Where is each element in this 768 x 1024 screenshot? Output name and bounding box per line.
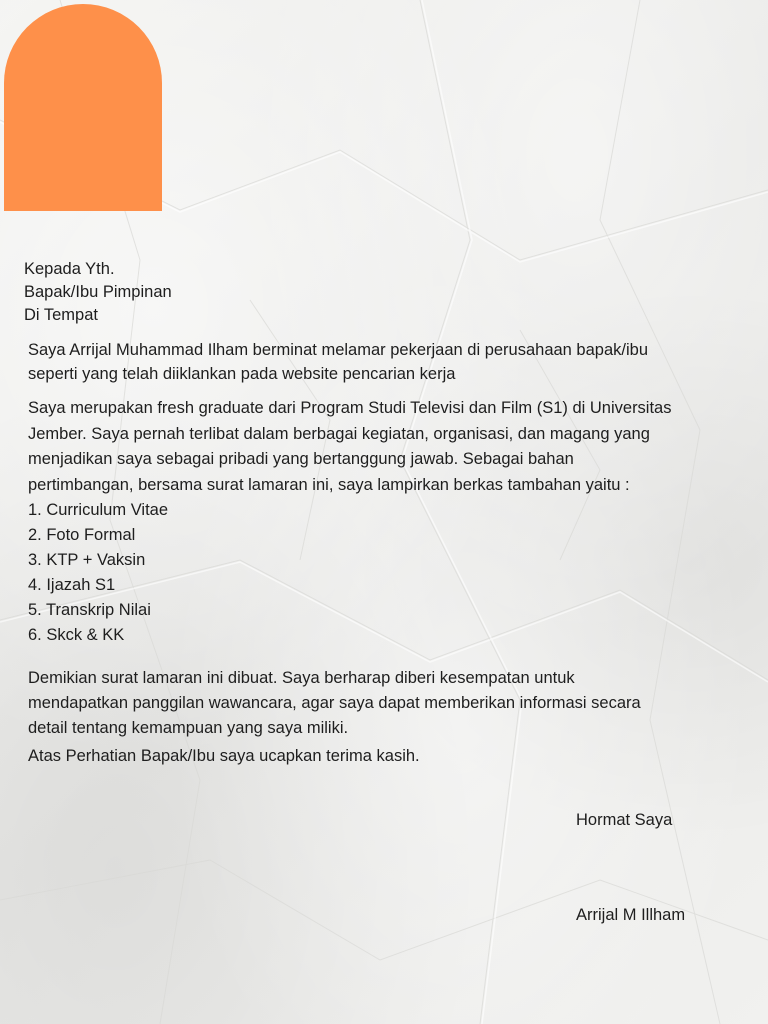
paragraph-line: Demikian surat lamaran ini dibuat. Saya berharap diberi kesempatan untuk (28, 669, 575, 687)
paragraph-line: seperti yang telah diiklankan pada website pencarian kerja (28, 365, 456, 383)
recipient-address (24, 258, 172, 327)
closing-paragraph (28, 666, 641, 741)
paragraph-line: mendapatkan panggilan wawancara, agar saya dapat memberikan informasi secara (28, 694, 641, 712)
paragraph-line: menjadikan saya sebagai pribadi yang bertanggung jawab. Sebagai bahan (28, 450, 574, 468)
intro-paragraph (28, 338, 648, 386)
list-item: 3. KTP + Vaksin (28, 551, 146, 569)
paragraph-line: Jember. Saya pernah terlibat dalam berbagai kegiatan, organisasi, dan magang yang (28, 424, 650, 443)
recipient-line: Kepada Yth. (24, 260, 115, 278)
body-paragraph (28, 396, 671, 498)
recipient-line: Di Tempat (24, 306, 98, 324)
thanks-line: Atas Perhatian Bapak/Ibu saya ucapkan terima kasih. (28, 747, 420, 765)
list-item: 6. Skck & KK (28, 626, 125, 644)
regards-text: Hormat Saya (576, 811, 673, 829)
signature-name: Arrijal M Illham (576, 906, 686, 924)
list-item: 4. Ijazah S1 (28, 576, 116, 594)
paragraph-line: pertimbangan, bersama surat lamaran ini, saya lampirkan berkas tambahan yaitu : (28, 475, 630, 494)
list-item: 2. Foto Formal (28, 526, 136, 544)
list-item: 1. Curriculum Vitae (28, 501, 169, 519)
attachment-list (28, 498, 168, 648)
paragraph-line: detail tentang kemampuan yang saya miliki. (28, 719, 349, 737)
paragraph-line: Saya Arrijal Muhammad Ilham berminat melamar pekerjaan di perusahaan bapak/ibu (28, 341, 648, 359)
paragraph-line: Saya merupakan fresh graduate dari Program Studi Televisi dan Film (S1) di Universitas (28, 399, 672, 417)
list-item: 5. Transkrip Nilai (28, 601, 151, 619)
recipient-line: Bapak/Ibu Pimpinan (24, 283, 172, 301)
logo-arch-shape (4, 4, 162, 211)
